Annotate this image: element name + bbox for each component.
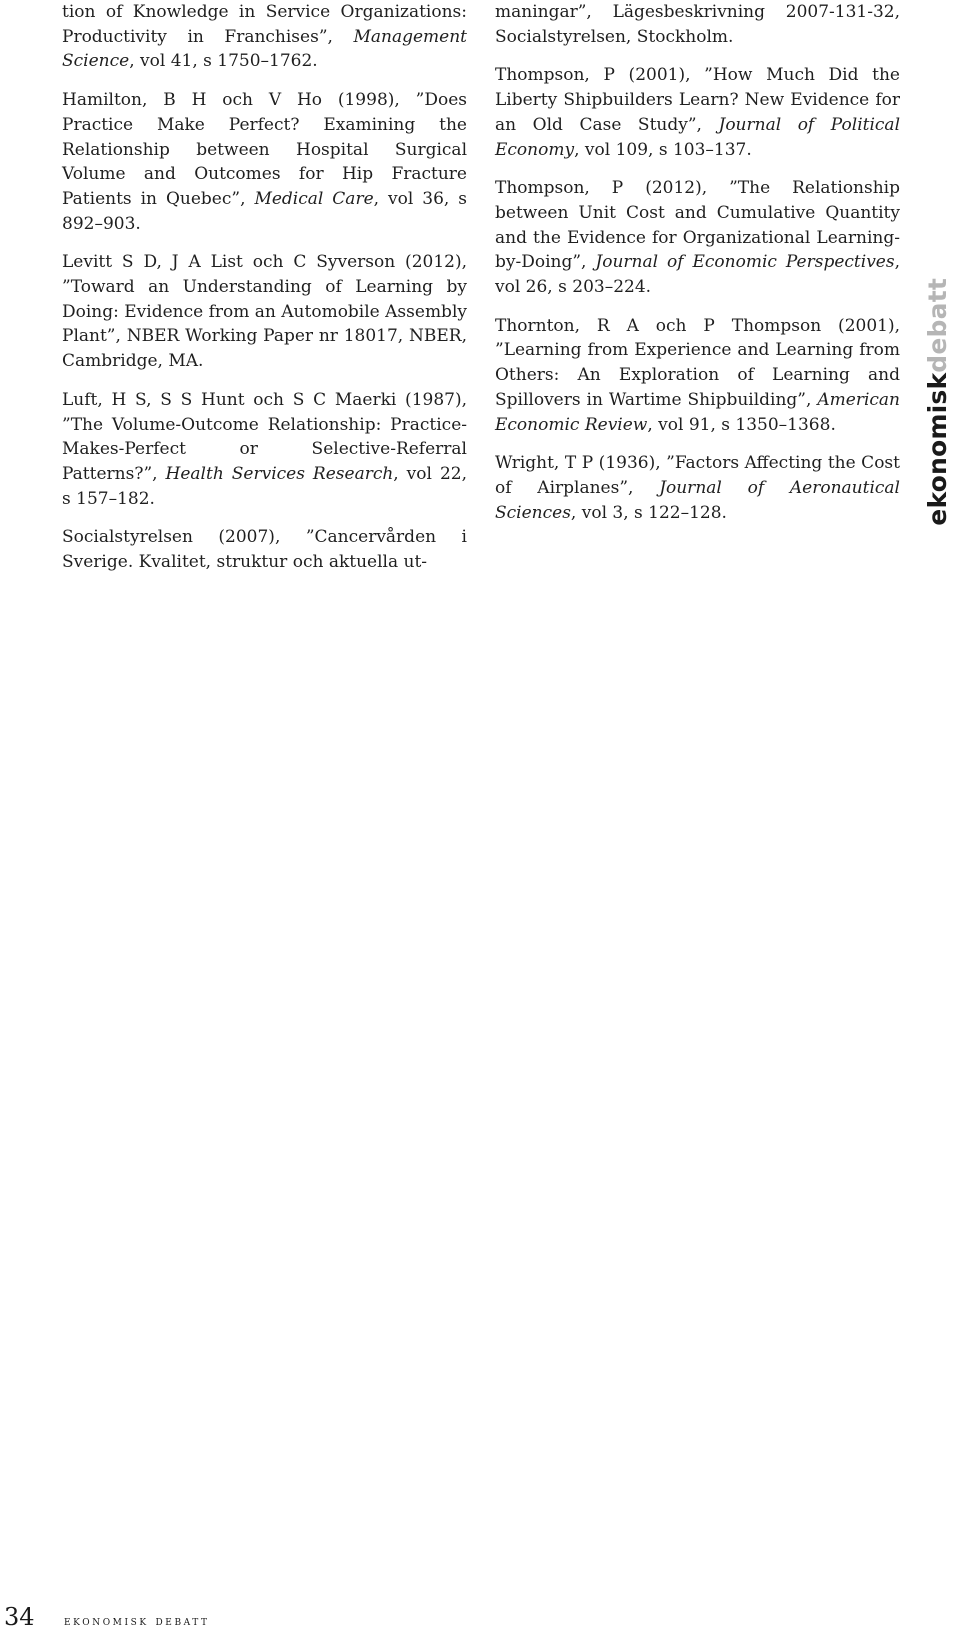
side-tab-light-text: debatt	[923, 278, 952, 373]
reference-text: Thornton, R A och P Thompson (2001), ”Learning from Experience and Learning from Others: An Exploration of Learning and Spillovers in Wartime Shipbuilding”,	[495, 315, 900, 410]
reference-text: , vol 109, s 103–137.	[574, 139, 752, 160]
reference-entry	[495, 314, 900, 438]
side-tab-dark-text: ekonomisk	[923, 372, 952, 526]
reference-text: maningar”, Lägesbeskrivning 2007-131-32, Socialstyrelsen, Stockholm.	[495, 2, 900, 47]
reference-entry	[62, 88, 467, 236]
reference-entry	[495, 176, 900, 300]
reference-column-left	[62, 0, 467, 589]
reference-text: , vol 36, s 892–903.	[62, 188, 467, 234]
journal-title: Medical Care	[254, 188, 374, 209]
reference-entry	[62, 525, 467, 574]
reference-entry	[495, 63, 900, 162]
reference-text: Thompson, P (2001), ”How Much Did the Liberty Shipbuilders Learn? New Evidence for an Old Case Study”,	[495, 65, 900, 135]
reference-text: , vol 26, s 203–224.	[495, 252, 900, 298]
reference-text: tion of Knowledge in Service Organizations: Productivity in Franchises”,	[62, 2, 467, 47]
journal-title: Journal of Political Economy	[495, 114, 901, 160]
footer-journal-title: ekonomisk debatt	[64, 1614, 210, 1629]
reference-column-right	[495, 0, 900, 539]
journal-title: Journal of Economic Perspectives	[595, 252, 895, 273]
reference-text: Socialstyrelsen (2007), ”Cancervården i Sverige. Kvalitet, struktur och aktuella ut-	[62, 527, 467, 573]
journal-title: Management Science	[62, 26, 467, 72]
reference-entry	[495, 0, 900, 49]
page-footer	[0, 1603, 210, 1631]
reference-text: Hamilton, B H och V Ho (1998), ”Does Practice Make Perfect? Examining the Relationship between Hospital Surgical Volume and Outcomes for Hip Fracture Patients in Quebec”,	[62, 90, 467, 209]
reference-text: , vol 91, s 1350–1368.	[647, 414, 836, 435]
page-number: 34	[4, 1603, 35, 1631]
reference-text: Wright, T P (1936), ”Factors Affecting the Cost of Airplanes”,	[495, 453, 900, 498]
journal-title: American Economic Review	[495, 389, 900, 435]
reference-text: Luft, H S, S S Hunt och S C Maerki (1987), ”The Volume-Outcome Relationship: Practice-Makes-Perfect or Selective-Referral Patterns?”,	[62, 389, 467, 484]
journal-title: Health Services Research	[165, 463, 394, 484]
journal-side-tab	[923, 278, 952, 526]
reference-text: Levitt S D, J A List och C Syverson (2012), ”Toward an Understanding of Learning by Doing: Evidence from an Automobile Assembly Plant”, NBER Working Paper nr 18017, NBER, Cambridge, MA.	[62, 252, 467, 372]
reference-entry	[62, 250, 467, 374]
reference-entry	[62, 388, 467, 512]
reference-entry	[495, 451, 900, 525]
reference-text: Thompson, P (2012), ”The Relationship between Unit Cost and Cumulative Quantity and the Evidence for Organizational Learning-by-Doing”,	[495, 178, 900, 273]
reference-text: , vol 22, s 157–182.	[62, 463, 467, 509]
journal-title: Journal of Aeronautical Sciences	[495, 477, 900, 523]
reference-text: , vol 3, s 122–128.	[570, 502, 727, 523]
reference-entry	[62, 0, 467, 74]
reference-text: , vol 41, s 1750–1762.	[129, 51, 318, 72]
